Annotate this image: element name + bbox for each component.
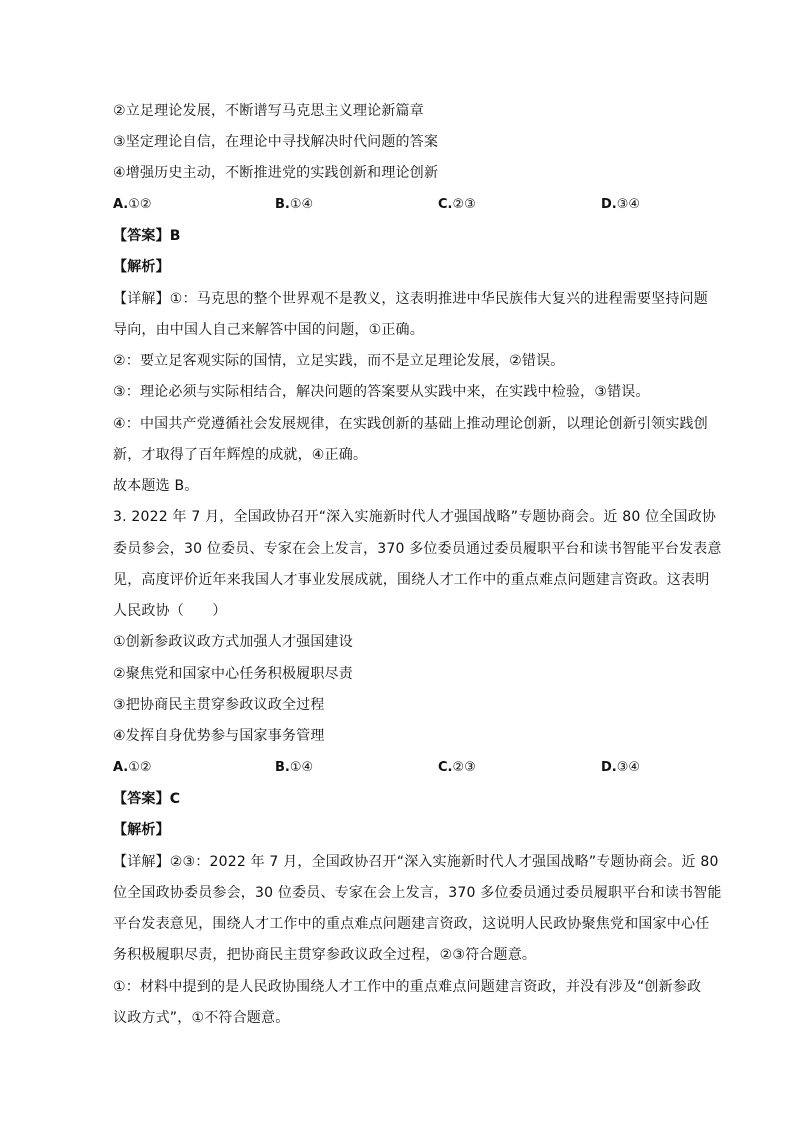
q2-option-c [438, 195, 476, 215]
q3-stem-line: 3. 2022 年 7 月，全国政协召开“深入实施新时代人才强国战略”专题协商会。近 80 位全国政协 [113, 509, 717, 525]
option-text: ②③ [452, 197, 476, 212]
option-letter: C. [438, 760, 453, 775]
q3-analysis-label: 【解析】 [113, 822, 170, 838]
q2-detail-line: 新，才取得了百年辉煌的成就，④正确。 [113, 447, 368, 463]
q2-detail-line: 导向，由中国人自己来解答中国的问题，①正确。 [113, 322, 424, 338]
q3-item-2: ②聚焦党和国家中心任务积极履职尽责 [113, 666, 353, 682]
q3-stem-line: 人民政协（ ） [113, 603, 227, 619]
q3-option-d [601, 758, 640, 778]
q3-options [113, 758, 703, 778]
option-letter: D. [601, 197, 617, 212]
q3-detail-line: 【详解】②③：2022 年 7 月，全国政协召开“深入实施新时代人才强国战略”专题协商会。近 80 [113, 854, 719, 870]
q3-item-3: ③把协商民主贯穿参政议政全过程 [113, 697, 325, 713]
q3-option-c [438, 758, 476, 778]
q3-option-a [113, 758, 152, 778]
q3-detail-line: 务积极履职尽责，把协商民主贯穿参政议政全过程，②③符合题意。 [113, 947, 537, 963]
option-letter: A. [113, 197, 129, 212]
q3-item-1: ①创新参政议政方式加强人才强国建设 [113, 634, 353, 650]
option-text: ①② [128, 760, 152, 775]
q2-analysis-label: 【解析】 [113, 259, 170, 275]
option-text: ①④ [289, 760, 314, 775]
option-letter: A. [113, 760, 129, 775]
option-text: ③④ [616, 760, 641, 775]
option-letter: B. [275, 760, 290, 775]
q3-stem-line: 见，高度评价近年来我国人才事业发展成就，围绕人才工作中的重点难点问题建言资政。这表明 [113, 572, 710, 588]
q2-detail-line: ③：理论必须与实际相结合，解决问题的答案要从实践中来，在实践中检验，③错误。 [113, 384, 650, 400]
q2-conclusion: 故本题选 B。 [113, 478, 199, 494]
option-letter: B. [275, 197, 290, 212]
option-letter: D. [601, 760, 617, 775]
q2-options [113, 195, 703, 215]
q2-item-2: ②立足理论发展，不断谱写马克思主义理论新篇章 [113, 103, 424, 119]
option-text: ③④ [616, 197, 641, 212]
q3-item-4: ④发挥自身优势参与国家事务管理 [113, 728, 325, 744]
q3-detail-line: 位全国政协委员参会，30 位委员、专家在会上发言，370 多位委员通过委员履职平台和读书智能 [113, 885, 722, 901]
option-letter: C. [438, 197, 453, 212]
q3-option-b [275, 758, 313, 778]
q2-detail-line: ④：中国共产党遵循社会发展规律，在实践创新的基础上推动理论创新，以理论创新引领实践创 [113, 416, 708, 432]
q2-option-a [113, 195, 152, 215]
q2-option-b [275, 195, 313, 215]
q2-detail-line: 【详解】①：马克思的整个世界观不是教义，这表明推进中华民族伟大复兴的进程需要坚持问题 [113, 291, 708, 307]
option-text: ①④ [289, 197, 314, 212]
option-text: ①② [128, 197, 152, 212]
q2-item-3: ③坚定理论自信，在理论中寻找解决时代问题的答案 [113, 134, 439, 150]
q2-detail-line: ②：要立足客观实际的国情，立足实践，而不是立足理论发展，②错误。 [113, 353, 565, 369]
q3-answer: 【答案】C [113, 791, 181, 807]
q3-stem-line: 委员参会，30 位委员、专家在会上发言，370 多位委员通过委员履职平台和读书智能平台发表意 [113, 541, 722, 557]
q2-answer: 【答案】B [113, 228, 181, 244]
q3-detail-line: 议政方式”，①不符合题意。 [113, 1010, 290, 1026]
q3-detail-line: ①：材料中提到的是人民政协围绕人才工作中的重点难点问题建言资政，并没有涉及“创新参政 [113, 979, 702, 995]
q2-item-4: ④增强历史主动，不断推进党的实践创新和理论创新 [113, 165, 439, 181]
option-text: ②③ [452, 760, 476, 775]
q2-option-d [601, 195, 640, 215]
q3-detail-line: 平台发表意见，围绕人才工作中的重点难点问题建言资政，这说明人民政协聚焦党和国家中心任 [113, 916, 710, 932]
